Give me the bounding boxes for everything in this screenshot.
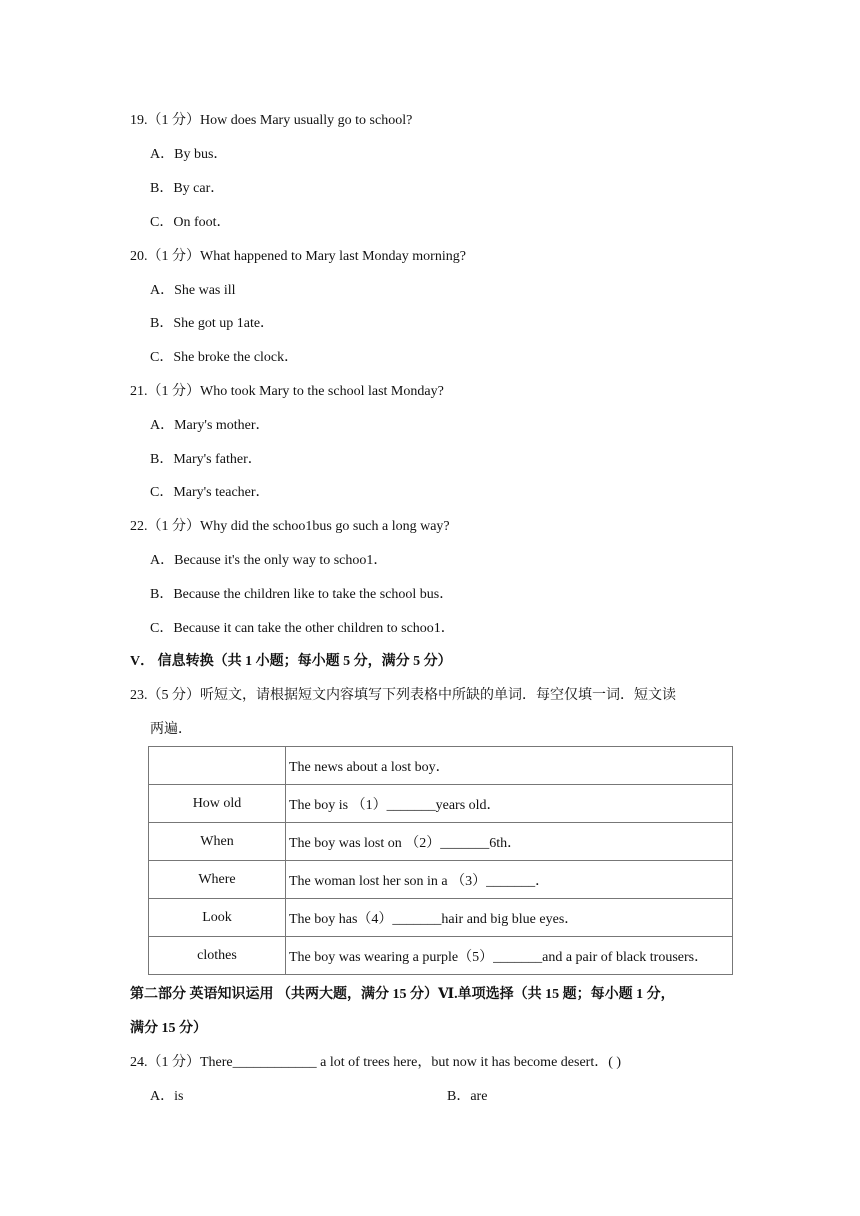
table-text-cell: The boy was lost on （2）_______6th． xyxy=(286,823,733,861)
q20-option-c: C．She broke the clock． xyxy=(150,350,299,365)
table-text-cell: The news about a lost boy． xyxy=(286,747,733,785)
q19-option-b: B．By car． xyxy=(150,181,225,196)
table-label-cell: Where xyxy=(149,861,286,899)
table-label-cell: How old xyxy=(149,785,286,823)
table-text-cell: The boy has（4）_______hair and big blue eyes． xyxy=(286,899,733,937)
q21-option-b: B．Mary's father． xyxy=(150,452,262,467)
q19-stem: 19.（1 分）How does Mary usually go to school? xyxy=(130,113,413,128)
q22-stem: 22.（1 分）Why did the schoo1bus go such a long way? xyxy=(130,519,450,534)
q23-stem-continued: 两遍． xyxy=(150,722,192,737)
q22-option-a: A．Because it's the only way to schoo1． xyxy=(150,553,388,568)
table-text-cell: The boy is （1）_______years old． xyxy=(286,785,733,823)
table-text-cell: The woman lost her son in a （3）_______． xyxy=(286,861,733,899)
q24-option-b: B．are xyxy=(447,1089,488,1104)
info-table xyxy=(148,746,733,975)
q20-option-b: B．She got up 1ate． xyxy=(150,316,275,331)
q21-option-a: A．Mary's mother． xyxy=(150,418,270,433)
table-row xyxy=(149,823,733,861)
q24-option-a: A．is xyxy=(150,1089,184,1104)
q20-stem: 20.（1 分）What happened to Mary last Monday morning? xyxy=(130,249,466,264)
part-2-heading: 第二部分 英语知识运用 （共两大题，满分 15 分）Ⅵ.单项选择（共 15 题；每小题 1 分， xyxy=(130,987,675,1002)
table-label-cell: Look xyxy=(149,899,286,937)
part-2-heading-continued: 满分 15 分） xyxy=(130,1021,207,1036)
q19-option-a: A．By bus． xyxy=(150,147,228,162)
table-label-cell xyxy=(149,747,286,785)
table-label-cell: clothes xyxy=(149,937,286,975)
table-row xyxy=(149,937,733,975)
q22-option-b: B．Because the children like to take the school bus． xyxy=(150,587,454,602)
q21-option-c: C．Mary's teacher． xyxy=(150,485,270,500)
table-row xyxy=(149,785,733,823)
q21-stem: 21.（1 分）Who took Mary to the school last Monday? xyxy=(130,384,444,399)
q23-stem: 23.（5 分）听短文，请根据短文内容填写下列表格中所缺的单词．每空仅填一词．短文读 xyxy=(130,688,676,703)
table-label-cell: When xyxy=(149,823,286,861)
section-5-heading: V． 信息转换（共 1 小题；每小题 5 分，满分 5 分） xyxy=(130,654,452,669)
q22-option-c: C．Because it can take the other children to schoo1． xyxy=(150,621,455,636)
table-row xyxy=(149,747,733,785)
table-row xyxy=(149,861,733,899)
q19-option-c: C．On foot． xyxy=(150,215,231,230)
q20-option-a: A．She was ill xyxy=(150,283,236,298)
table-text-cell: The boy was wearing a purple（5）_______and a pair of black trousers． xyxy=(286,937,733,975)
table-row xyxy=(149,899,733,937)
q24-stem: 24.（1 分）There____________ a lot of trees here，but now it has become desert．( ) xyxy=(130,1055,622,1070)
